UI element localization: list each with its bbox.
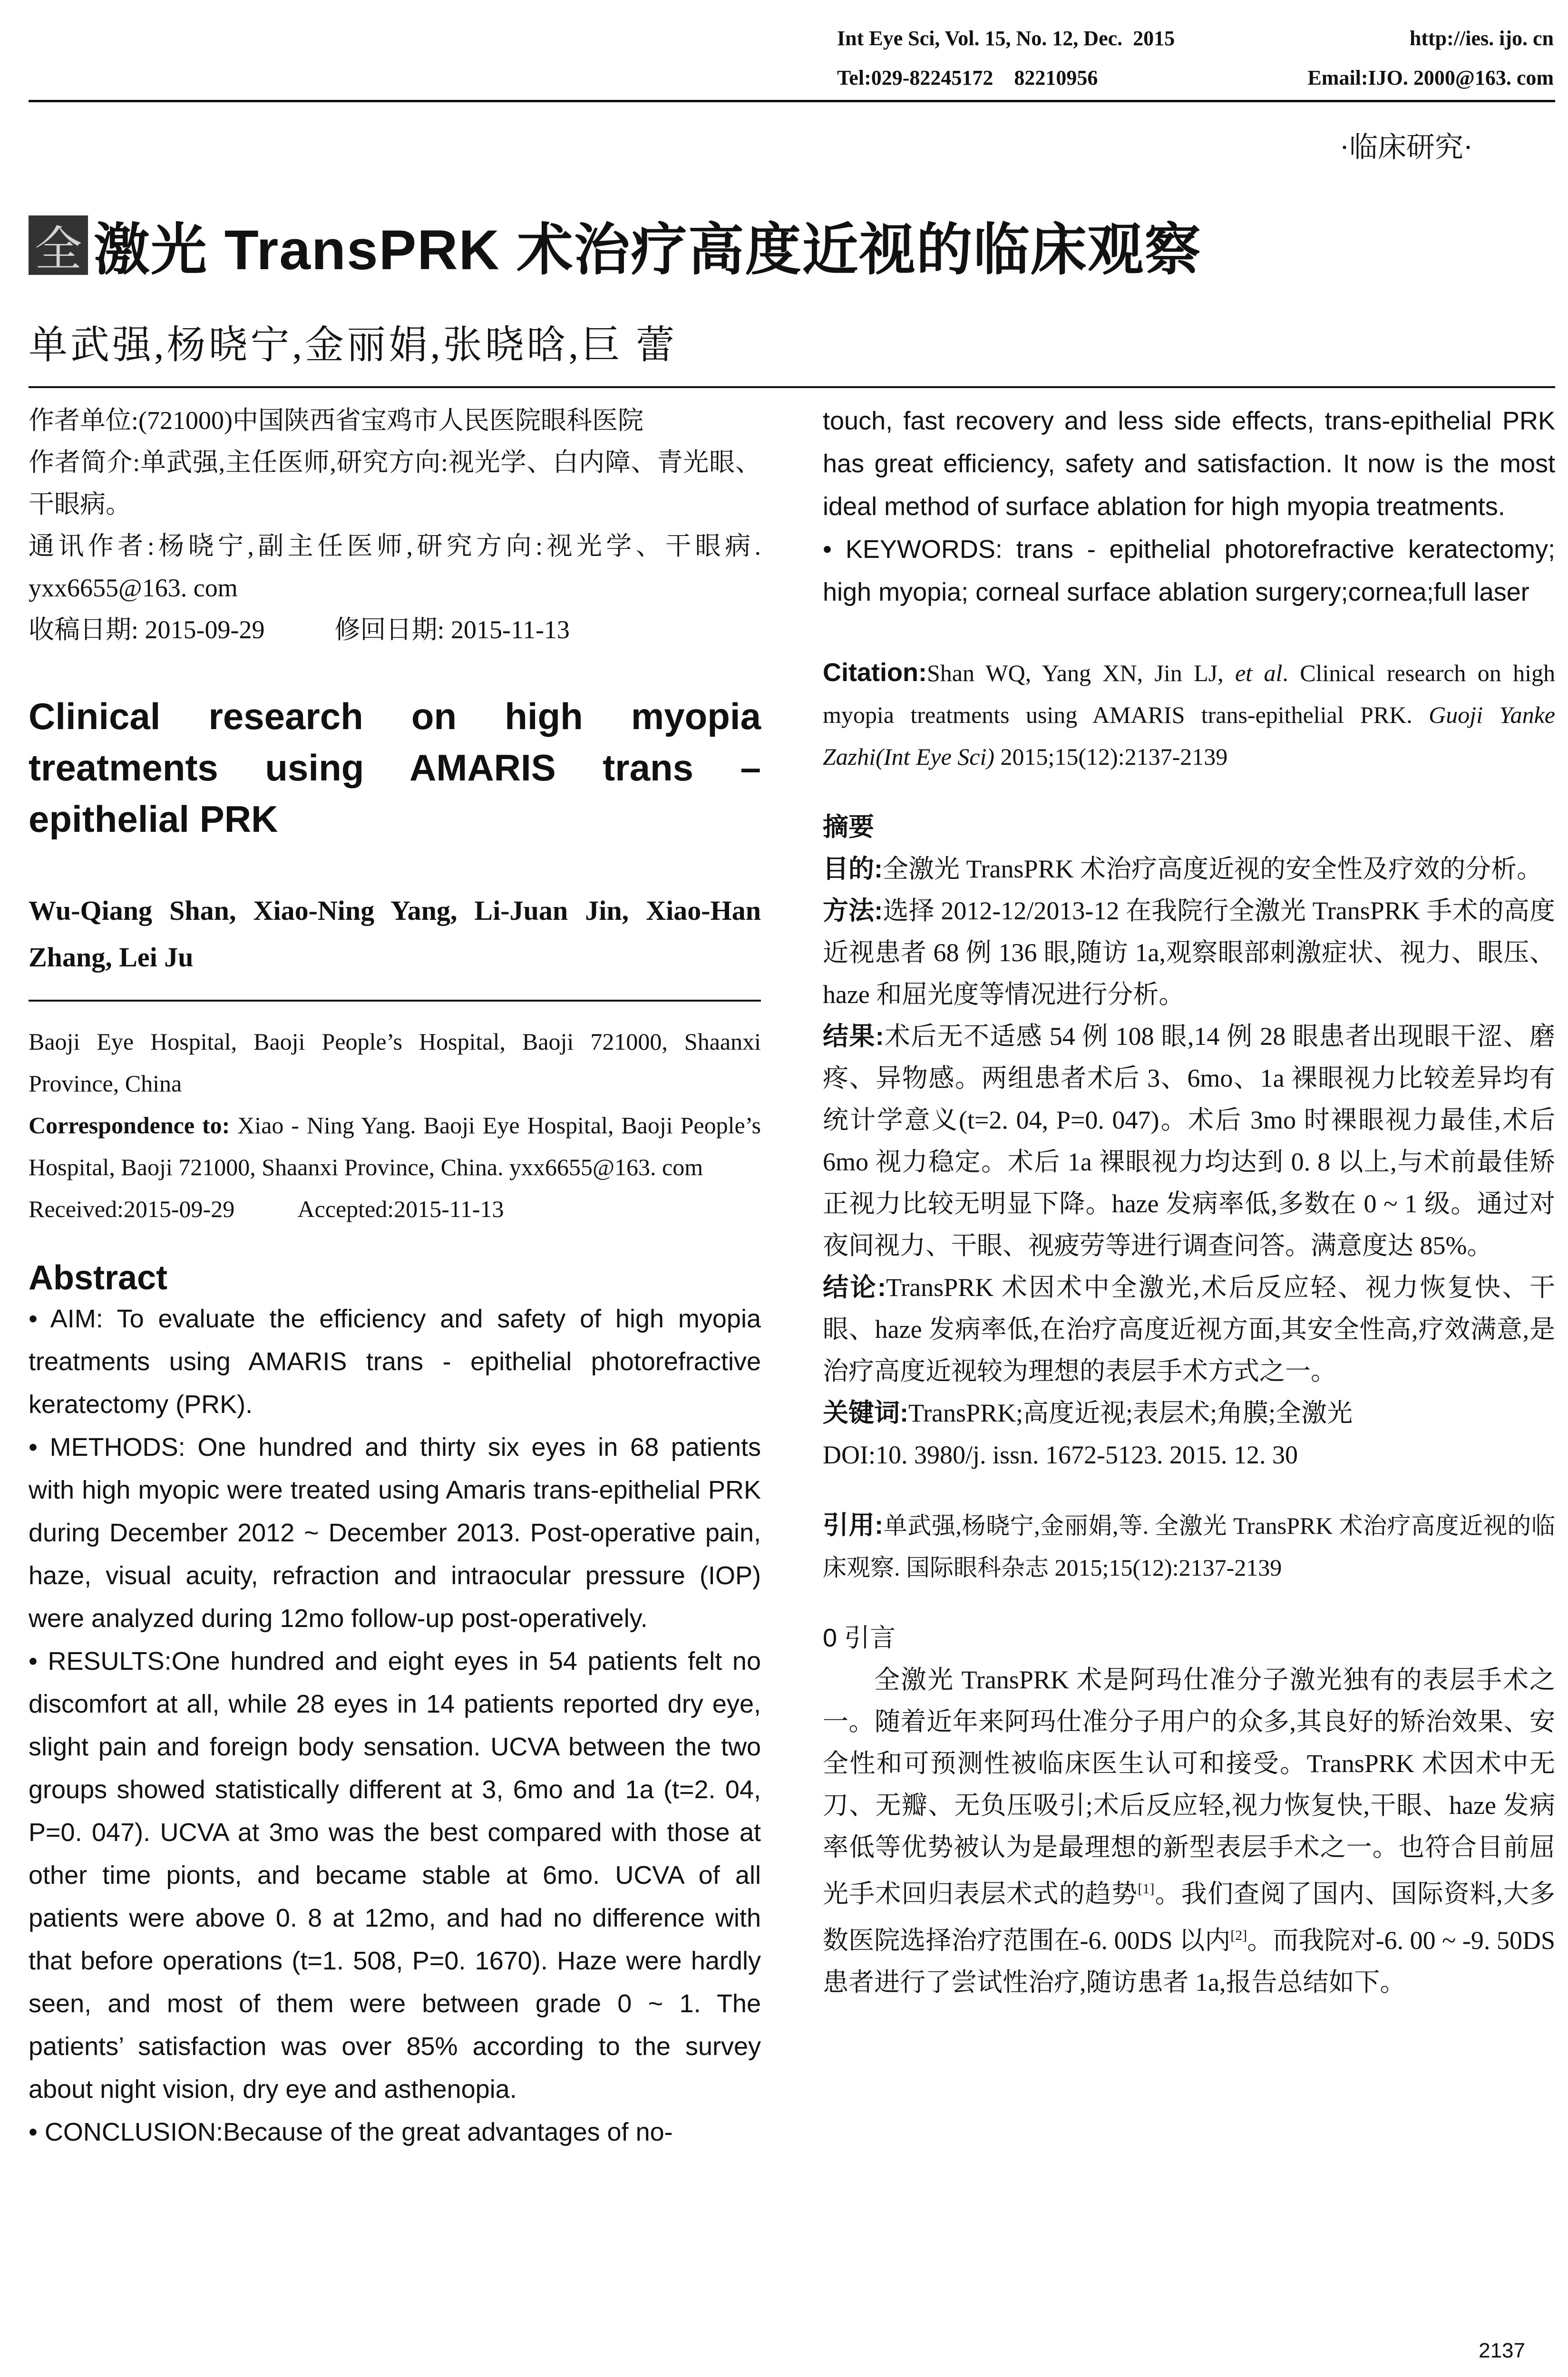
abstract-cn-keywords: [823, 1392, 1555, 1434]
abstract-conclusion-end: touch, fast recovery and less side effects, trans-epithelial PRK has great efficiency, safety and satisfaction. It now is the most ideal method of surface ablation for high myopia treatments.: [823, 407, 1555, 521]
abstract-cn-heading: 摘要: [823, 813, 874, 841]
conclusion-cn-label: 结论:: [823, 1273, 886, 1302]
methods-cn-label: 方法:: [823, 896, 883, 925]
en-authors: Wu-Qiang Shan, Xiao-Ning Yang, Li-Juan Jin, Xiao-Han Zhang, Lei Ju: [29, 895, 761, 973]
abstract-results: • RESULTS:One hundred and eight eyes in 54 patients felt no discomfort at all, while 28 eyes in 14 patients reported dry eye, slight pain and foreign body sensation. UCVA between the two groups showed statistically different at 3, 6mo and 1a (t=2. 04, P=0. 047). UCVA at 3mo was the best compared with those at other time pionts, and became stable at 6mo. UCVA of all patients were above 0. 8 at 12mo, and had no difference with that before operations (t=1. 508, P=0. 1670). Haze were hardly seen, and most of them were between grade 0 ~ 1. The patients’ satisfaction was over 85% according to the survey about night vision, dry eye and asthenopia.: [29, 1647, 761, 2104]
citation-cn-text: 单武强,杨晓宁,金丽娟,等. 全激光 TransPRK 术治疗高度近视的临床观察. 国际眼科杂志 2015;15(12):2137-2139: [823, 1512, 1556, 1581]
revised-date-cn: 修回日期: 2015-11-13: [334, 615, 570, 644]
title-rule: [29, 386, 1555, 388]
conclusion-cn-text: TransPRK 术因术中全激光,术后反应轻、视力恢复快、干眼、haze 发病率低,在治疗高度近视方面,其安全性高,疗效满意,是治疗高度近视较为理想的表层手术方式之一。: [823, 1273, 1555, 1385]
received-date-cn: 收稿日期: 2015-09-29: [29, 615, 265, 644]
methods-cn-text: 选择 2012-12/2013-12 在我院行全激光 TransPRK 手术的高度近视患者 68 例 136 眼,随访 1a,观察眼部刺激症状、视力、眼压、haze 和屈光度等情况进行分析。: [823, 896, 1555, 1009]
citation-text-3: 2015;15(12):2137-2139: [994, 743, 1228, 770]
abstract-methods: • METHODS: One hundred and thirty six eyes in 68 patients with high myopic were treated using Amaris trans-epithelial PRK during December 2012 ~ December 2013. Post-operative pain, haze, visual acuity, refraction and intraocular pressure (IOP) were analyzed during 12mo follow-up post-operatively.: [29, 1433, 761, 1633]
ref-2[interactable]: [2]: [1230, 1928, 1247, 1943]
author-intro: 作者简介:单武强,主任医师,研究方向:视光学、白内障、青光眼、干眼病。: [29, 448, 761, 518]
en-title-line-2: treatments using AMARIS trans –: [29, 747, 761, 789]
citation-etal: et al: [1235, 660, 1283, 686]
aim-cn-text: 全激光 TransPRK 术治疗高度近视的安全性及疗效的分析。: [882, 855, 1543, 883]
citation: [823, 652, 1555, 778]
citation-text-1: Shan WQ, Yang XN, Jin LJ,: [926, 660, 1235, 686]
citation-journal: Guoji Yanke Zazhi(Int Eye Sci): [823, 701, 1555, 770]
abstract-cn-results: [823, 1015, 1555, 1266]
page-number: 2137: [1479, 2339, 1525, 2362]
doi: DOI:10. 3980/j. issn. 1672-5123. 2015. 12. 30: [823, 1441, 1298, 1469]
citation-cn-label: 引用:: [823, 1511, 884, 1539]
title-text: 激光 TransPRK 术治疗高度近视的临床观察: [94, 219, 1202, 282]
abstract-conclusion-start: • CONCLUSION:Because of the great advantages of no-: [29, 2118, 673, 2146]
abstract-keywords: • KEYWORDS: trans - epithelial photorefractive keratectomy; high myopia; corneal surface ablation surgery;cornea;full laser: [823, 535, 1555, 606]
abstract-cn-methods: [823, 890, 1555, 1015]
intro-paragraph: [823, 1659, 1555, 2003]
results-cn-label: 结果:: [823, 1022, 884, 1051]
abstract-cn-conclusion: [823, 1266, 1555, 1392]
en-title-line-1: Clinical research on high myopia: [29, 695, 761, 737]
title-first-char-mark: 全: [29, 215, 88, 275]
dates-en: [29, 1188, 761, 1230]
abstract-heading: Abstract: [29, 1259, 168, 1297]
authors-cn: 单武强,杨晓宁,金丽娟,张晓晗,巨 蕾: [29, 323, 678, 367]
abstract-aim: • AIM: To evaluate the efficiency and safety of high myopia treatments using AMARIS trans - epithelial photorefractive keratectomy (PRK).: [29, 1305, 761, 1419]
right-column: [823, 399, 1555, 2003]
correspondence-text: Xiao - Ning Yang. Baoji Eye Hospital, Baoji People’s Hospital, Baoji 721000, Shaanxi Province, China. yxx6655@163. com: [29, 1112, 761, 1180]
ref-1[interactable]: [1]: [1138, 1881, 1155, 1897]
corresponding-author: 通讯作者:杨晓宁,副主任医师,研究方向:视光学、干眼病. yxx6655@163. com: [29, 532, 761, 602]
en-title-line-3: epithelial PRK: [29, 798, 278, 840]
citation-text-2: . Clinical research on high myopia treatments using AMARIS trans-epithelial PRK.: [823, 660, 1555, 728]
keywords-cn-label: 关键词:: [823, 1399, 908, 1427]
left-column: [29, 399, 761, 2153]
section-label: ·临床研究·: [1340, 132, 1473, 163]
intro-heading: 0 引言: [823, 1624, 896, 1652]
results-cn-text: 术后无不适感 54 例 108 眼,14 例 28 眼患者出现眼干涩、磨疼、异物感。两组患者术后 3、6mo、1a 裸眼视力比较差异均有统计学意义(t=2. 04, P=0. 047)。术后 3mo 时裸眼视力最佳,术后 6mo 视力稳定。术后 1a 裸眼视力均达到 0. 8 以上,与术前最佳矫正视力比较无明显下降。haze 发病率低,多数在 0 ~ 1 级。通过对夜间视力、干眼、视疲劳等进行调查问答。满意度达 85%。: [823, 1022, 1556, 1260]
journal-tel: Tel:029-82245172 82210956: [837, 66, 1098, 89]
received-date: Received:2015-09-29: [29, 1196, 235, 1222]
citation-label: Citation:: [823, 658, 927, 687]
citation-cn: [823, 1504, 1555, 1588]
intro-text-1: 全激光 TransPRK 术是阿玛仕准分子激光独有的表层手术之一。随着近年来阿玛仕准分子用户的众多,其良好的矫治效果、安全性和可预测性被临床医生认可和接受。TransPRK 术因术中无刀、无瓣、无负压吸引;术后反应轻,视力恢复快,干眼、haze 发病率低等优势被认为是最理想的新型表层手术之一。也符合目前屈光手术回归表层术式的趋势: [823, 1666, 1555, 1908]
journal-email[interactable]: Email:IJO. 2000@163. com: [1307, 66, 1554, 89]
keywords-cn-text: TransPRK;高度近视;表层术;角膜;全激光: [908, 1399, 1353, 1427]
intro-text-2: 。我们查阅了国内、国际资料,大多数医院选择治疗范围在-6. 00DS 以内: [823, 1880, 1556, 1955]
aim-cn-label: 目的:: [823, 855, 883, 883]
accepted-date: Accepted:2015-11-13: [297, 1196, 504, 1222]
author-unit: 作者单位:(721000)中国陕西省宝鸡市人民医院眼科医院: [29, 406, 643, 435]
dates-cn: [29, 609, 761, 651]
header-rule: [29, 100, 1555, 102]
abstract-cn-aim: [823, 848, 1555, 890]
intro-text-3: 。而我院对-6. 00 ~ -9. 50DS 患者进行了尝试性治疗,随访患者 1a,报告总结如下。: [823, 1926, 1555, 1997]
correspondence: [29, 1104, 761, 1188]
correspondence-label: Correspondence to:: [29, 1112, 230, 1139]
journal-url[interactable]: http://ies. ijo. cn: [1409, 27, 1554, 50]
journal-info: Int Eye Sci, Vol. 15, No. 12, Dec. 2015: [837, 27, 1175, 50]
article-title: [29, 205, 1202, 285]
affiliation: Baoji Eye Hospital, Baoji People’s Hospital, Baoji 721000, Shaanxi Province, China: [29, 1028, 761, 1097]
